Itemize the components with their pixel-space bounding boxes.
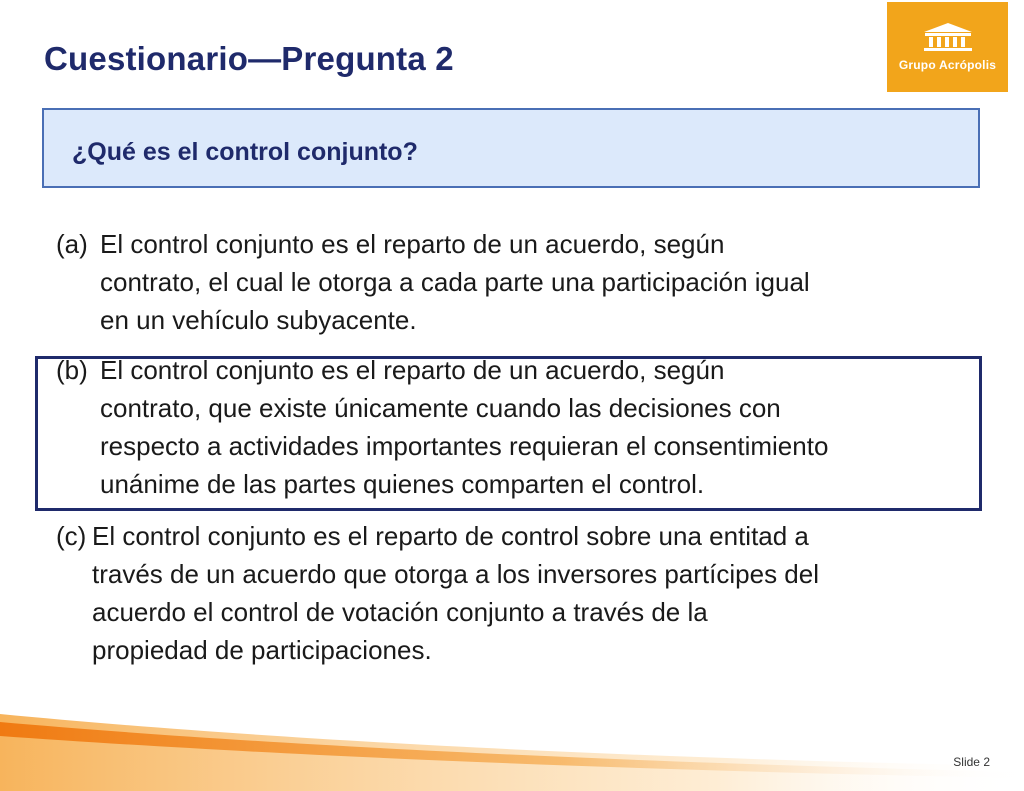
option-a[interactable] xyxy=(56,225,810,339)
footer-swoosh xyxy=(0,700,1024,791)
option-line: través de un acuerdo que otorga a los inversores partícipes del xyxy=(92,559,819,589)
option-line: propiedad de participaciones. xyxy=(92,635,432,665)
option-line: contrato, que existe únicamente cuando las decisiones con xyxy=(100,393,781,423)
option-line: unánime de las partes quienes comparten el control. xyxy=(100,469,705,499)
question-box xyxy=(42,108,980,188)
temple-icon xyxy=(920,22,976,52)
option-label: (a) xyxy=(56,229,88,259)
option-label: (b) xyxy=(56,355,88,385)
logo-text: Grupo Acrópolis xyxy=(898,58,997,72)
slide-number: Slide 2 xyxy=(953,755,990,769)
option-line: respecto a actividades importantes requieran el consentimiento xyxy=(100,431,829,461)
company-logo xyxy=(887,2,1008,92)
option-line: El control conjunto es el reparto de un acuerdo, según xyxy=(100,229,725,259)
option-c[interactable] xyxy=(56,517,819,669)
option-line: contrato, el cual le otorga a cada parte una participación igual xyxy=(100,267,810,297)
option-line: El control conjunto es el reparto de un acuerdo, según xyxy=(100,355,725,385)
option-line: acuerdo el control de votación conjunto a través de la xyxy=(92,597,708,627)
option-line: en un vehículo subyacente. xyxy=(100,305,417,335)
option-label: (c) xyxy=(56,521,87,551)
option-b[interactable] xyxy=(56,351,828,503)
question-text: ¿Qué es el control conjunto? xyxy=(72,138,418,166)
option-line: El control conjunto es el reparto de control sobre una entitad a xyxy=(92,521,809,551)
slide-title: Cuestionario—Pregunta 2 xyxy=(44,40,454,77)
